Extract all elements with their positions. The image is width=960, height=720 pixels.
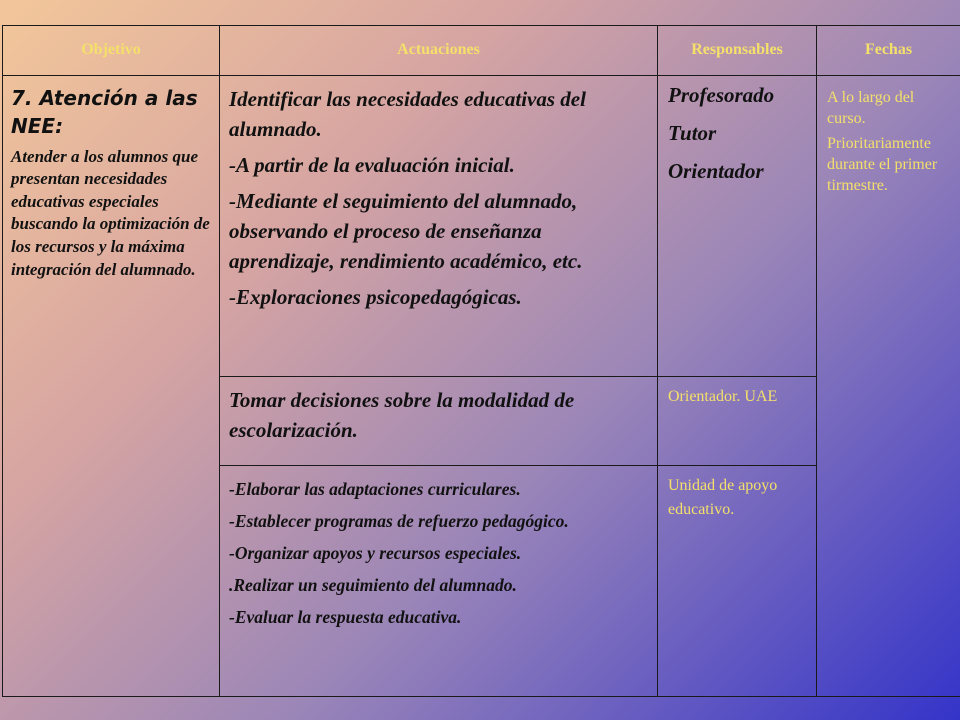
actuacion-item: -A partir de la evaluación inicial. [229,152,515,177]
header-responsables: Responsables [658,26,817,76]
action-plan-table [2,25,960,697]
actuacion-item: -Establecer programas de refuerzo pedagógico. [229,510,569,531]
responsable-item: Profesorado [668,82,775,107]
table-row [3,75,960,376]
actuacion-item: .Realizar un seguimiento del alumnado. [229,574,517,595]
objetivo-cell [3,75,220,696]
responsables-cell-2 [658,376,817,465]
responsables-cell-3 [658,465,817,696]
actuaciones-cell-1 [220,75,658,376]
header-row [3,26,960,76]
actuaciones-cell-3 [220,465,658,696]
actuaciones-cell-2 [220,376,658,465]
objetivo-title: 7. Atención a las NEE: [11,85,198,138]
responsable-item: Orientador. UAE [668,387,778,405]
header-objetivo: Objetivo [3,26,220,76]
fechas-cell [817,75,960,696]
responsable-item: Unidad de apoyo educativo. [668,476,778,518]
responsable-item: Orientador [668,158,764,183]
actuacion-item: -Elaborar las adaptaciones curriculares. [229,478,521,499]
actuacion-item: Identificar las necesidades educativas del alumnado. [229,86,586,141]
actuacion-item: -Exploraciones psicopedagógicas. [229,284,522,309]
fecha-item: A lo largo del curso. [827,88,915,127]
actuacion-item: -Organizar apoyos y recursos especiales. [229,542,522,563]
actuacion-item: -Evaluar la respuesta educativa. [229,606,462,627]
objetivo-description: Atender a los alumnos que presentan necesidades educativas especiales buscando la optimización de los recursos y la máxima integración del alumnado. [11,146,210,279]
responsables-cell-1 [658,75,817,376]
actuacion-item: Tomar decisiones sobre la modalidad de escolarización. [229,387,575,442]
responsable-item: Tutor [668,120,717,145]
actuacion-item: -Mediante el seguimiento del alumnado, observando el proceso de enseñanza aprendizaje, rendimiento académico, etc. [229,188,583,273]
fecha-item: Prioritariamente durante el primer tirmestre. [827,134,938,194]
header-fechas: Fechas [817,26,960,76]
header-actuaciones: Actuaciones [220,26,658,76]
